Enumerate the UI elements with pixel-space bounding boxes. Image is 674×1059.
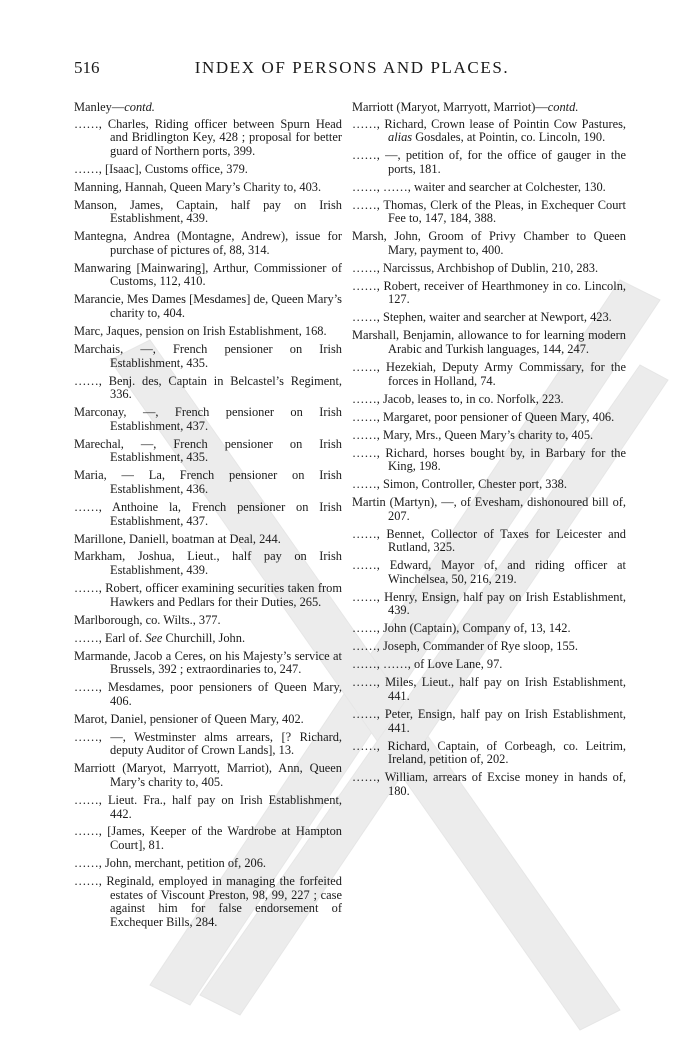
index-subentry: ……, Richard, horses bought by, in Barbary for the King, 198. xyxy=(352,445,626,474)
index-subentry: ……, Miles, Lieut., half pay on Irish Establishment, 441. xyxy=(352,675,626,703)
index-subentry: ……, Benj. des, Captain in Belcastel’s Regiment, 336. xyxy=(74,373,342,402)
index-entry: Marc, Jaques, pension on Irish Establishment, 168. xyxy=(74,324,327,339)
index-subentry: ……, Jacob, leases to, in co. Norfolk, 223. xyxy=(352,391,564,406)
index-subentry: ……, Edward, Mayor of, and riding officer at Winchelsea, 50, 216, 219. xyxy=(352,558,626,586)
index-subentry: ……, Stephen, waiter and searcher at Newport, 423. xyxy=(352,310,612,325)
index-subentry: ……, Bennet, Collector of Taxes for Leicester and Rutland, 325. xyxy=(352,526,626,555)
index-subentry: ……, [James, Keeper of the Wardrobe at Hampton Court], 81. xyxy=(74,824,342,853)
running-title: INDEX OF PERSONS AND PLACES. xyxy=(194,58,510,77)
index-entry: Manning, Hannah, Queen Mary’s Charity to, 403. xyxy=(74,179,322,194)
index-entry: Marot, Daniel, pensioner of Queen Mary, 402. xyxy=(74,711,304,726)
index-subentry: ……, —, Westminster alms arrears, [? Richard, deputy Auditor of Crown Lands], 13. xyxy=(74,729,342,758)
index-subentry: ……, John (Captain), Company of, 13, 142. xyxy=(352,621,571,636)
index-subentry: ……, Peter, Ensign, half pay on Irish Establishment, 441. xyxy=(352,706,626,735)
index-entry: Marsh, John, Groom of Privy Chamber to Queen Mary, payment to, 400. xyxy=(352,229,626,257)
index-subentry: ……, Charles, Riding officer between Spurn Head and Bridlington Key, 428 ; proposal for better guard of Northern ports, 399. xyxy=(74,116,342,158)
index-subentry: ……, ……, of Love Lane, 97. xyxy=(352,657,503,672)
index-subentry: ……, Mary, Mrs., Queen Mary’s charity to, 405. xyxy=(352,427,594,442)
index-subentry: ……, —, petition of, for the office of gauger in the ports, 181. xyxy=(352,148,626,176)
index-subentry: ……, Hezekiah, Deputy Army Commissary, for the forces in Holland, 74. xyxy=(352,360,626,388)
index-subentry: ……, Robert, officer examining securities taken from Hawkers and Pedlars for their Duties, 265. xyxy=(74,581,342,609)
index-entry: Maria, — La, French pensioner on Irish Establishment, 436. xyxy=(74,468,342,496)
index-entry: Marancie, Mes Dames [Mesdames] de, Queen Mary’s charity to, 404. xyxy=(74,292,342,321)
index-subentry: ……, Henry, Ensign, half pay on Irish Establishment, 439. xyxy=(352,589,626,618)
index-column-right xyxy=(352,101,626,803)
index-continuation-heading: Manley—contd. xyxy=(74,100,155,114)
index-entry: Marillone, Daniell, boatman at Deal, 244. xyxy=(74,531,281,546)
index-entry: Manson, James, Captain, half pay on Irish Establishment, 439. xyxy=(74,197,342,226)
index-subentry: ……, Simon, Controller, Chester port, 338. xyxy=(352,477,567,492)
index-entry: Marshall, Benjamin, allowance to for learning modern Arabic and Turkish languages, 144, 247. xyxy=(352,328,626,357)
index-column-left xyxy=(74,101,342,934)
index-subentry: ……, Reginald, employed in managing the forfeited estates of Viscount Preston, 98, 99, 227 ; case against him for false endorsement of Exchequer Bills, 284. xyxy=(74,874,342,929)
index-entry: Markham, Joshua, Lieut., half pay on Irish Establishment, 439. xyxy=(74,549,342,578)
index-entry: Marlborough, co. Wilts., 377. xyxy=(74,612,221,627)
index-subentry: ……, Joseph, Commander of Rye sloop, 155. xyxy=(352,639,578,654)
index-entry: Marechal, —, French pensioner on Irish Establishment, 435. xyxy=(74,436,342,465)
index-subentry: ……, ……, waiter and searcher at Colchester, 130. xyxy=(352,179,606,194)
index-subentry: ……, Narcissus, Archbishop of Dublin, 210, 283. xyxy=(352,260,599,275)
index-entry: Marchais, —, French pensioner on Irish Establishment, 435. xyxy=(74,342,342,370)
index-entry: Marconay, —, French pensioner on Irish Establishment, 437. xyxy=(74,405,342,433)
index-subentry: ……, Lieut. Fra., half pay on Irish Establishment, 442. xyxy=(74,792,342,821)
index-subentry: ……, Earl of. See Churchill, John. xyxy=(74,630,246,645)
page-number: 516 xyxy=(74,58,100,77)
index-subentry: ……, Robert, receiver of Hearthmoney in co. Lincoln, 127. xyxy=(352,278,626,307)
index-subentry: ……, John, merchant, petition of, 206. xyxy=(74,856,267,871)
index-subentry: ……, [Isaac], Customs office, 379. xyxy=(74,161,248,176)
index-subentry: ……, Mesdames, poor pensioners of Queen Mary, 406. xyxy=(74,680,342,708)
index-subentry: ……, William, arrears of Excise money in hands of, 180. xyxy=(352,770,626,798)
index-subentry: ……, Richard, Crown lease of Pointin Cow Pastures, alias Gosdales, at Pointin, co. Lincoln, 190. xyxy=(352,116,626,145)
index-subentry: ……, Richard, Captain, of Corbeagh, co. Leitrim, Ireland, petition of, 202. xyxy=(352,738,626,767)
index-entry: Marmande, Jacob a Ceres, on his Majesty’s service at Brussels, 392 ; extraordinaries to, 247. xyxy=(74,648,342,677)
index-subentry: ……, Anthoine la, French pensioner on Irish Establishment, 437. xyxy=(74,499,342,528)
index-entry: Mantegna, Andrea (Montagne, Andrew), issue for purchase of pictures of, 88, 314. xyxy=(74,229,342,257)
index-continuation-heading: Marriott (Maryot, Marryott, Marriot)—contd. xyxy=(352,100,579,114)
index-subentry: ……, Thomas, Clerk of the Pleas, in Exchequer Court Fee to, 147, 184, 388. xyxy=(352,197,626,226)
index-entry: Martin (Martyn), —, of Evesham, dishonoured bill of, 207. xyxy=(352,495,626,523)
index-entry: Marriott (Maryot, Marryott, Marriot), Ann, Queen Mary’s charity to, 405. xyxy=(74,761,342,789)
index-subentry: ……, Margaret, poor pensioner of Queen Mary, 406. xyxy=(352,409,615,424)
page-header xyxy=(74,58,630,82)
index-entry: Manwaring [Mainwaring], Arthur, Commissioner of Customs, 112, 410. xyxy=(74,260,342,289)
